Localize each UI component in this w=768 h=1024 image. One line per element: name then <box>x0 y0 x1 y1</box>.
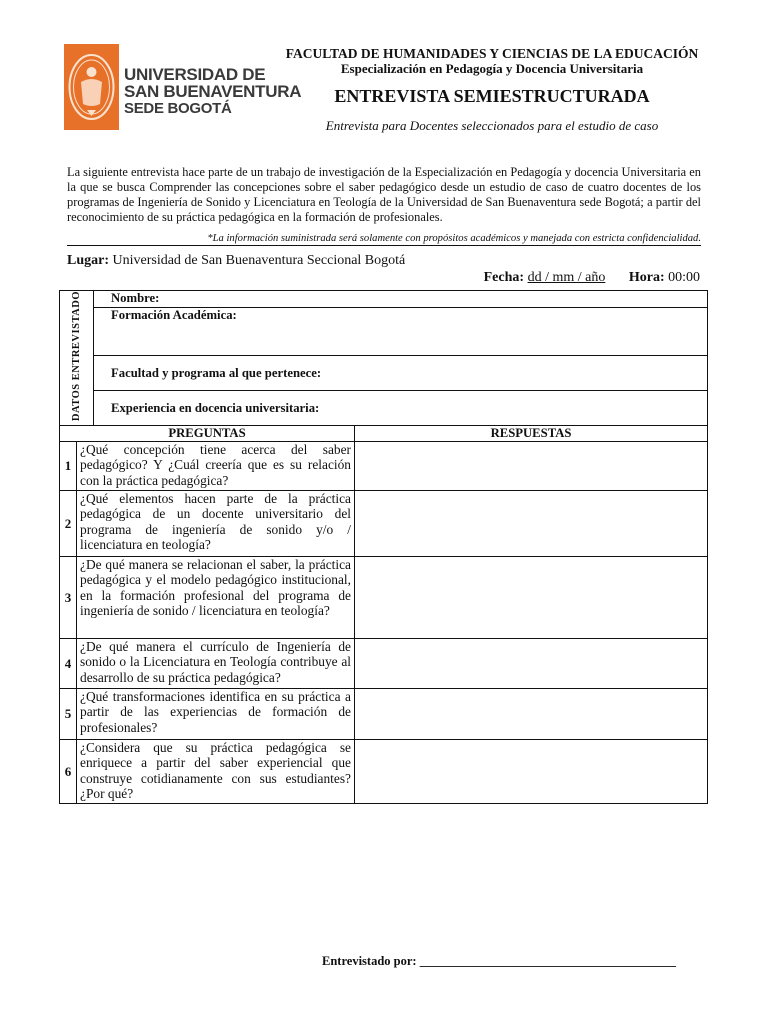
question-text: ¿De qué manera el currículo de Ingeniería de sonido o la Licenciatura en Teología contribuye al desarrollo de su práctica pedagógica? <box>77 639 355 689</box>
lugar-value: Universidad de San Buenaventura Seccional Bogotá <box>112 253 406 268</box>
answers-header: RESPUESTAS <box>355 426 708 442</box>
answer-cell[interactable] <box>355 639 708 689</box>
question-number: 6 <box>60 740 77 804</box>
experience-field-label: Experiencia en docencia universitaria: <box>111 400 320 415</box>
faculty-program-field-label: Facultad y programa al que pertenece: <box>111 366 322 381</box>
interviewee-data-label-text: DATOS ENTREVISTADO <box>71 291 82 422</box>
table-row <box>60 689 708 740</box>
table-row <box>60 491 708 557</box>
question-number: 2 <box>60 491 77 557</box>
logo-text-line2: SAN BUENAVENTURA <box>124 82 302 101</box>
confidentiality-note: *La información suministrada será solamente con propósitos académicos y manejada con estricta confidencialidad. <box>67 233 701 246</box>
answer-cell[interactable] <box>355 689 708 740</box>
name-field-label: Nombre: <box>111 291 160 305</box>
university-seal-icon <box>67 52 116 122</box>
name-field[interactable] <box>94 291 708 308</box>
question-text: ¿Qué transformaciones identifica en su práctica a partir de las experiencias de formación de profesionales? <box>77 689 355 740</box>
logo-text-line3: SEDE BOGOTÁ <box>124 100 232 117</box>
question-text: ¿Considera que su práctica pedagógica se enriquece a partir del saber experiencial que construye cotidianamente con sus estudiantes? ¿Por qué? <box>77 740 355 804</box>
table-row <box>60 740 708 804</box>
university-logo <box>64 44 302 130</box>
intro-paragraph: La siguiente entrevista hace parte de un trabajo de investigación de la Especialización en Pedagogía y docencia Universitaria en la que se busca Comprender las concepciones sobre el saber pedagógico desde un estudio de caso de cuatro docentes de los programas de Ingeniería de Sonido y Licenciatura en Teología de la Universidad de San Buenaventura sede Bogotá; a partir del reconocimiento de su práctica pedagógica en la formación de profesionales. <box>67 165 701 224</box>
lugar-label: Lugar: <box>67 253 109 268</box>
fecha-value: dd / mm / año <box>527 270 606 285</box>
answer-cell[interactable] <box>355 491 708 557</box>
interviewed-by-label: Entrevistado por: <box>322 954 417 968</box>
question-text: ¿Qué elementos hacen parte de la práctica pedagógica de un docente universitario del programa de ingeniería de sonido y/o / licenciatura en teología? <box>77 491 355 557</box>
document-subtitle: Entrevista para Docentes seleccionados para el estudio de caso <box>325 118 659 133</box>
document-title: ENTREVISTA SEMIESTRUCTURADA <box>334 86 650 106</box>
logo-text-line1: UNIVERSIDAD DE <box>124 65 266 84</box>
table-row <box>60 557 708 639</box>
question-number: 3 <box>60 557 77 639</box>
question-text: ¿De qué manera se relacionan el saber, la práctica pedagógica y el modelo pedagógico institucional, en la formación profesional del programa de ingeniería de sonido / licenciatura en teología? <box>77 557 355 639</box>
answer-cell[interactable] <box>355 442 708 491</box>
interviewed-by-line[interactable]: _________________________________________ <box>419 954 676 968</box>
table-row <box>60 442 708 491</box>
formation-field[interactable] <box>94 308 708 356</box>
lugar-line <box>67 253 405 269</box>
question-number: 1 <box>60 442 77 491</box>
fecha-label: Fecha: <box>483 270 525 285</box>
table-row <box>60 639 708 689</box>
specialization-heading: Especialización en Pedagogía y Docencia Universitaria <box>340 61 644 76</box>
fecha-hora-line <box>484 270 700 286</box>
answer-cell[interactable] <box>355 557 708 639</box>
hora-value: 00:00 <box>668 270 700 285</box>
faculty-program-field[interactable] <box>94 356 708 390</box>
interview-table <box>59 290 708 804</box>
interviewee-data-label <box>60 291 94 426</box>
question-number: 4 <box>60 639 77 689</box>
logo-emblem <box>64 44 119 130</box>
questions-header: PREGUNTAS <box>60 426 355 442</box>
formation-field-label: Formación Académica: <box>111 308 237 323</box>
answer-cell[interactable] <box>355 740 708 804</box>
question-text: ¿Qué concepción tiene acerca del saber pedagógico? Y ¿Cuál creería que es su relación con la práctica pedagógica? <box>77 442 355 491</box>
experience-field[interactable] <box>94 390 708 425</box>
interviewed-by <box>322 954 676 969</box>
question-number: 5 <box>60 689 77 740</box>
hora-label: Hora: <box>628 270 665 285</box>
faculty-heading: FACULTAD DE HUMANIDADES Y CIENCIAS DE LA EDUCACIÓN <box>285 46 699 61</box>
